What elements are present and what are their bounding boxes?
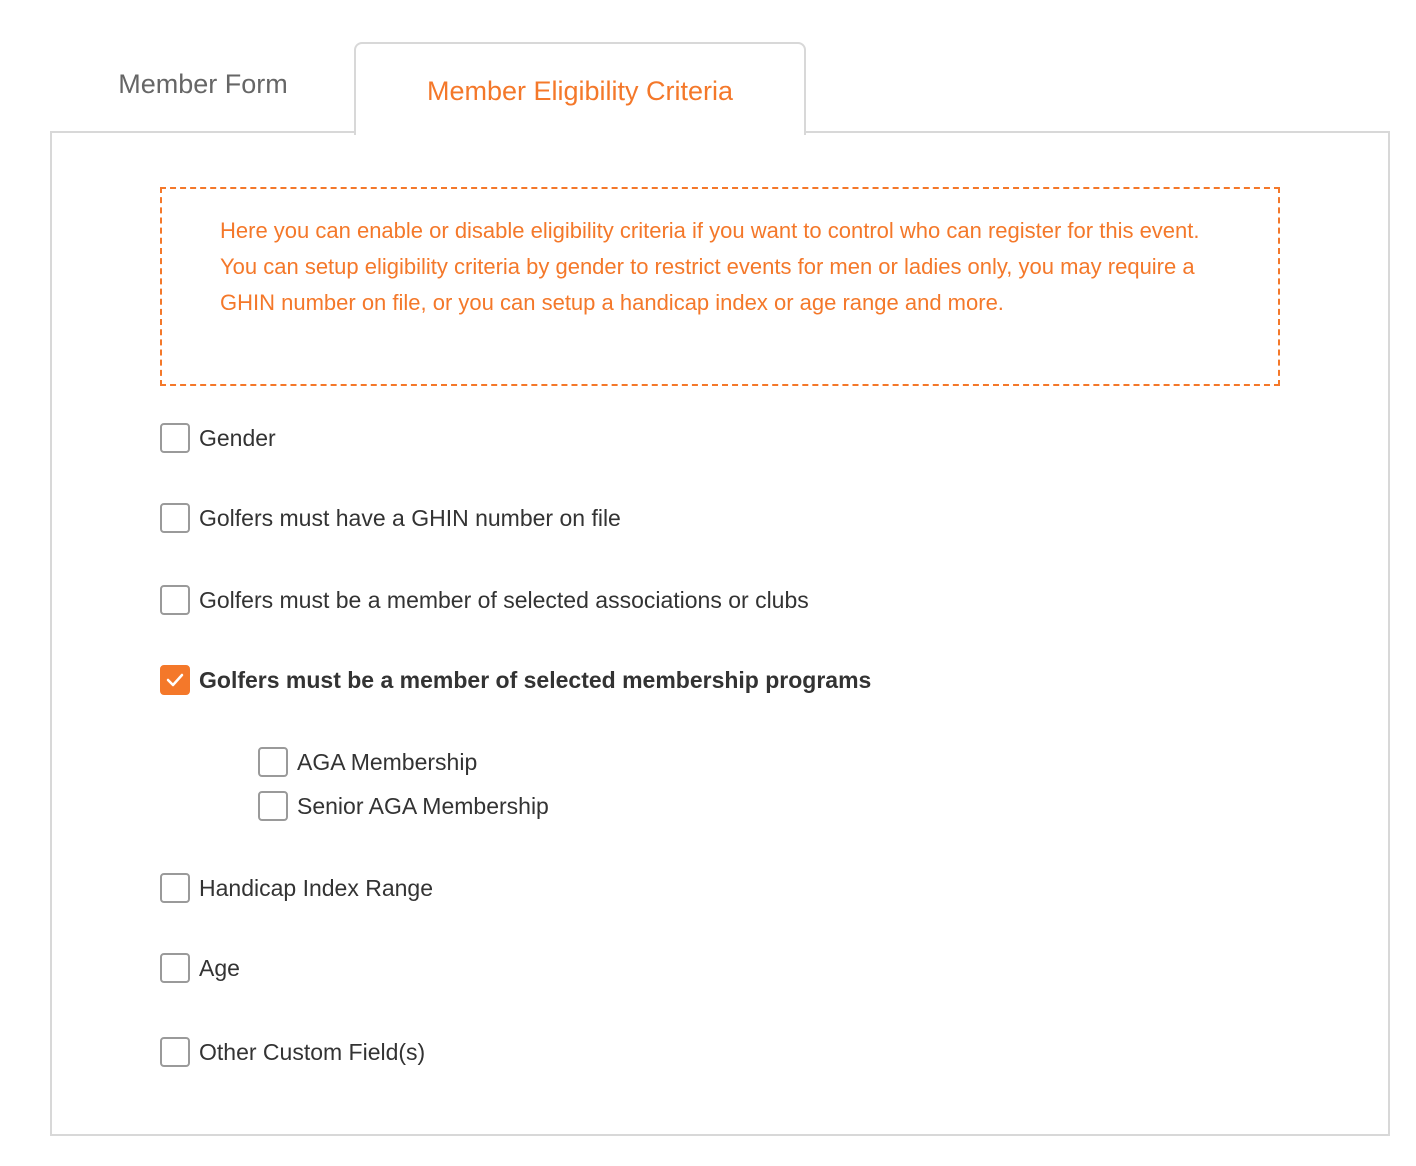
aga-membership-label: AGA Membership: [297, 748, 478, 775]
criteria-associations[interactable]: [160, 585, 809, 615]
criteria-age[interactable]: [160, 953, 240, 983]
program-senior-aga-membership[interactable]: [258, 791, 549, 821]
age-checkbox[interactable]: [160, 953, 190, 983]
info-notice: [160, 187, 1280, 386]
criteria-gender[interactable]: [160, 423, 276, 453]
info-notice-text: Here you can enable or disable eligibility criteria if you want to control who can register for this event. You can setup eligibility criteria by gender to restrict events for men or ladies only, you may require a GHIN number on file, or you can setup a handicap index or age range and more.: [220, 218, 1200, 315]
associations-label: Golfers must be a member of selected associations or clubs: [199, 586, 809, 613]
ghin-checkbox[interactable]: [160, 503, 190, 533]
tab-member-form[interactable]: [52, 42, 354, 126]
age-label: Age: [199, 954, 240, 981]
handicap-index-range-checkbox[interactable]: [160, 873, 190, 903]
handicap-index-range-label: Handicap Index Range: [199, 874, 433, 901]
senior-aga-membership-checkbox[interactable]: [258, 791, 288, 821]
senior-aga-membership-label: Senior AGA Membership: [297, 792, 549, 819]
gender-label: Gender: [199, 424, 276, 451]
program-aga-membership[interactable]: [258, 747, 477, 777]
other-custom-fields-checkbox[interactable]: [160, 1037, 190, 1067]
tab-bar: [0, 0, 1416, 134]
tab-member-eligibility-criteria-label: Member Eligibility Criteria: [426, 76, 734, 106]
tab-member-form-label: Member Form: [118, 68, 288, 99]
criteria-handicap-index-range[interactable]: [160, 873, 433, 903]
membership-programs-checkbox[interactable]: [160, 665, 190, 695]
associations-checkbox[interactable]: [160, 585, 190, 615]
ghin-label: Golfers must have a GHIN number on file: [199, 504, 621, 531]
check-icon: [166, 673, 184, 687]
criteria-membership-programs[interactable]: [160, 665, 871, 695]
gender-checkbox[interactable]: [160, 423, 190, 453]
aga-membership-checkbox[interactable]: [258, 747, 288, 777]
criteria-other-custom-fields[interactable]: [160, 1037, 425, 1067]
tab-member-eligibility-criteria[interactable]: [354, 42, 806, 135]
other-custom-fields-label: Other Custom Field(s): [199, 1038, 426, 1065]
criteria-ghin[interactable]: [160, 503, 621, 533]
membership-programs-label: Golfers must be a member of selected membership programs: [199, 666, 872, 693]
